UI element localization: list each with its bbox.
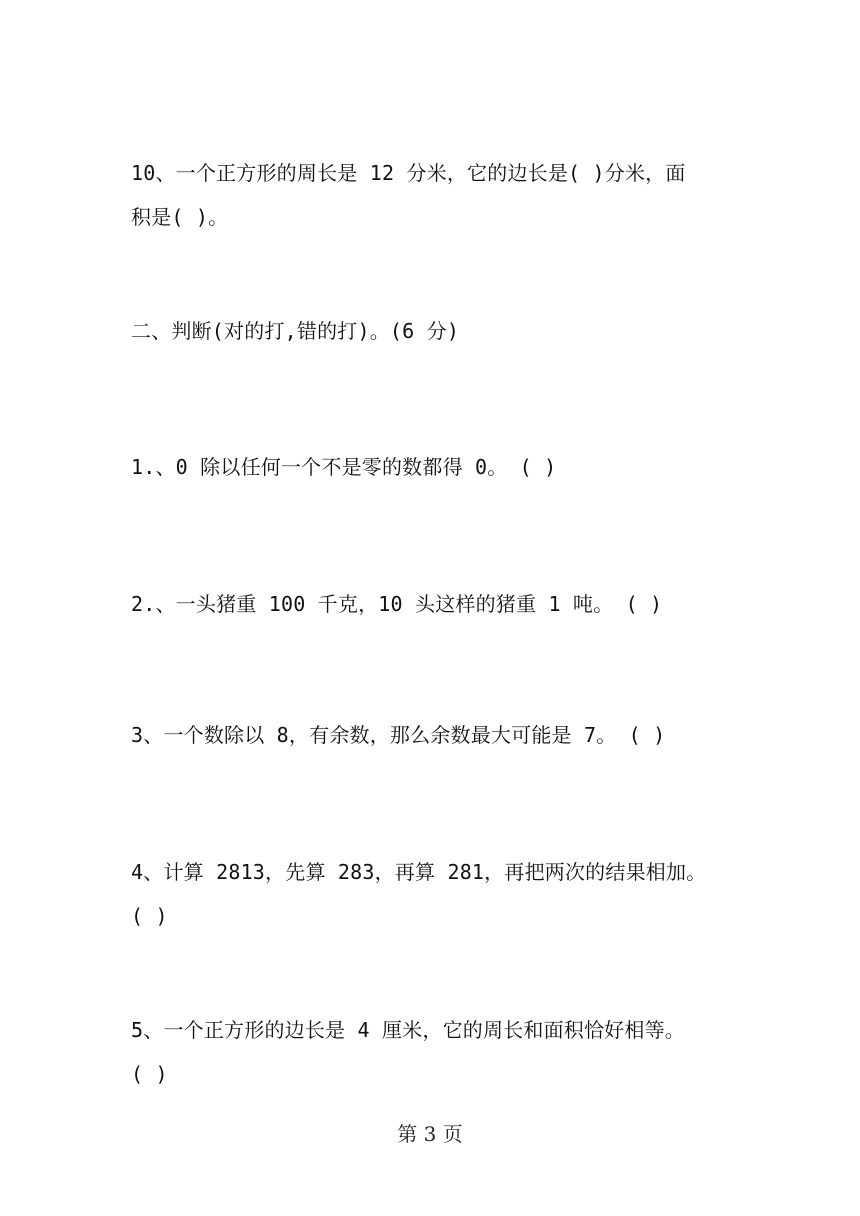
question-10-line-2: 积是( )。 bbox=[131, 205, 229, 229]
judgment-item-3: 3、一个数除以 8，有余数，那么余数最大可能是 7。 ( ) bbox=[131, 723, 666, 747]
question-10-line-1: 10、一个正方形的周长是 12 分米，它的边长是( )分米，面 bbox=[131, 161, 686, 185]
judgment-item-5-line-1: 5、一个正方形的边长是 4 厘米，它的周长和面积恰好相等。 bbox=[131, 1018, 685, 1042]
judgment-item-5-line-2: ( ) bbox=[131, 1062, 168, 1086]
page-number-footer: 第 3 页 bbox=[397, 1122, 463, 1146]
judgment-item-4-line-2: ( ) bbox=[131, 904, 168, 928]
judgment-item-1: 1.、0 除以任何一个不是零的数都得 0。 ( ) bbox=[131, 455, 557, 479]
judgment-item-2: 2.、一头猪重 100 千克，10 头这样的猪重 1 吨。 ( ) bbox=[131, 592, 663, 616]
section-heading-judgment: 二、判断(对的打,错的打)。(6 分) bbox=[131, 319, 460, 343]
judgment-item-4-line-1: 4、计算 2813，先算 283，再算 281，再把两次的结果相加。 bbox=[131, 860, 707, 884]
